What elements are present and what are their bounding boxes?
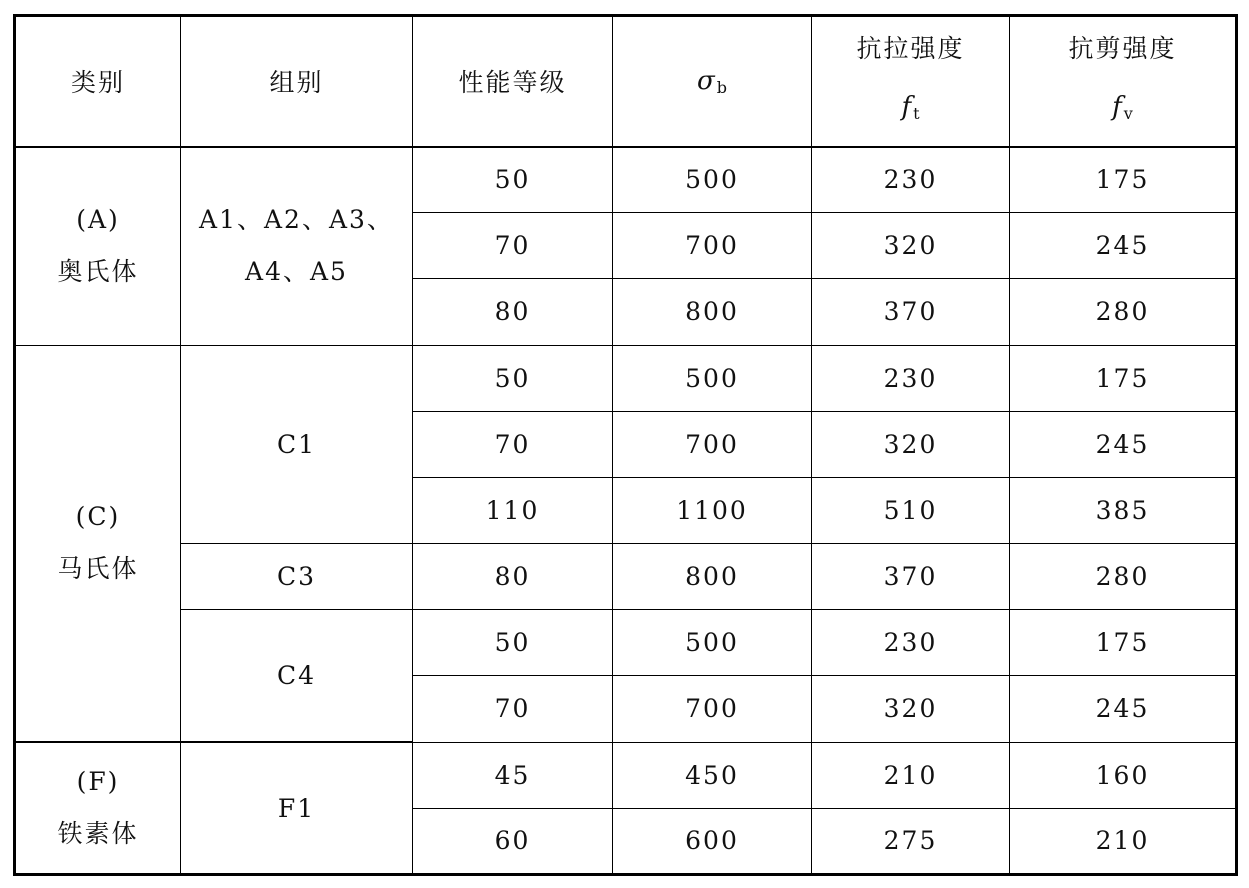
group-cell: [181, 147, 413, 346]
table-row: [15, 742, 1237, 808]
tensile-cell: 230: [812, 345, 1010, 411]
sigma-cell: 500: [613, 610, 812, 676]
sigma-symbol: σ: [697, 65, 717, 96]
shear-cell: 210: [1010, 808, 1237, 874]
shear-cell: 245: [1010, 411, 1237, 477]
shear-cell: 160: [1010, 742, 1237, 808]
shear-subscript: v: [1123, 103, 1133, 123]
tensile-subscript: t: [913, 103, 920, 123]
tensile-cell: 230: [812, 147, 1010, 213]
shear-symbol-line: [1010, 78, 1235, 143]
category-cell: [15, 742, 181, 874]
tensile-cell: 275: [812, 808, 1010, 874]
sigma-cell: 800: [613, 279, 812, 345]
sigma-cell: 450: [613, 742, 812, 808]
grade-cell: 80: [413, 279, 613, 345]
shear-cell: 245: [1010, 676, 1237, 742]
table-row: [15, 610, 1237, 676]
header-group: 组别: [181, 16, 413, 147]
sigma-cell: 1100: [613, 477, 812, 543]
group-cell: F1: [181, 742, 413, 874]
category-name: 马氏体: [57, 554, 139, 584]
tensile-cell: 510: [812, 477, 1010, 543]
grade-cell: 50: [413, 147, 613, 213]
sigma-cell: 700: [613, 676, 812, 742]
sigma-cell: 700: [613, 411, 812, 477]
tensile-cell: 320: [812, 411, 1010, 477]
tensile-cell: 320: [812, 676, 1010, 742]
sigma-cell: 800: [613, 544, 812, 610]
header-category: 类别: [15, 16, 181, 147]
tensile-cell: 320: [812, 213, 1010, 279]
category-code: (A): [76, 205, 120, 234]
header-row: [15, 16, 1237, 147]
tensile-label: 抗拉强度: [856, 33, 965, 63]
table-row: [15, 147, 1237, 213]
shear-cell: 175: [1010, 147, 1237, 213]
shear-cell: 175: [1010, 610, 1237, 676]
grade-cell: 45: [413, 742, 613, 808]
group-cell: C4: [181, 610, 413, 742]
sigma-cell: 700: [613, 213, 812, 279]
tensile-symbol-line: [812, 78, 1009, 143]
group-name-line2: A4、A5: [245, 257, 348, 286]
shear-cell: 280: [1010, 544, 1237, 610]
category-code: (C): [75, 502, 121, 532]
group-cell: C1: [181, 345, 413, 544]
category-cell: [15, 147, 181, 346]
bolt-strength-table: [13, 14, 1238, 876]
sigma-cell: 500: [613, 147, 812, 213]
shear-cell: 280: [1010, 279, 1237, 345]
category-name: 铁素体: [57, 819, 139, 849]
grade-cell: 60: [413, 808, 613, 874]
table-row: [15, 544, 1237, 610]
header-shear: [1010, 16, 1237, 147]
grade-cell: 80: [413, 544, 613, 610]
category-code: (F): [76, 767, 120, 797]
tensile-cell: 370: [812, 279, 1010, 345]
header-sigma: [613, 16, 812, 147]
grade-cell: 70: [413, 676, 613, 742]
sigma-cell: 600: [613, 808, 812, 874]
header-grade: 性能等级: [413, 16, 613, 147]
group-cell: C3: [181, 544, 413, 610]
table-row: [15, 345, 1237, 411]
grade-cell: 50: [413, 345, 613, 411]
category-cell: [15, 345, 181, 742]
shear-label: 抗剪强度: [1068, 33, 1177, 63]
shear-symbol: f: [1112, 91, 1124, 122]
header-tensile: [812, 16, 1010, 147]
sigma-subscript: b: [716, 77, 727, 97]
shear-cell: 245: [1010, 213, 1237, 279]
shear-cell: 385: [1010, 477, 1237, 543]
tensile-cell: 210: [812, 742, 1010, 808]
sigma-cell: 500: [613, 345, 812, 411]
tensile-cell: 370: [812, 544, 1010, 610]
grade-cell: 70: [413, 213, 613, 279]
category-name: 奥氏体: [57, 257, 139, 286]
grade-cell: 110: [413, 477, 613, 543]
tensile-cell: 230: [812, 610, 1010, 676]
group-name-line1: A1、A2、A3、: [199, 205, 394, 234]
shear-cell: 175: [1010, 345, 1237, 411]
grade-cell: 50: [413, 610, 613, 676]
tensile-symbol: f: [901, 91, 914, 122]
grade-cell: 70: [413, 411, 613, 477]
